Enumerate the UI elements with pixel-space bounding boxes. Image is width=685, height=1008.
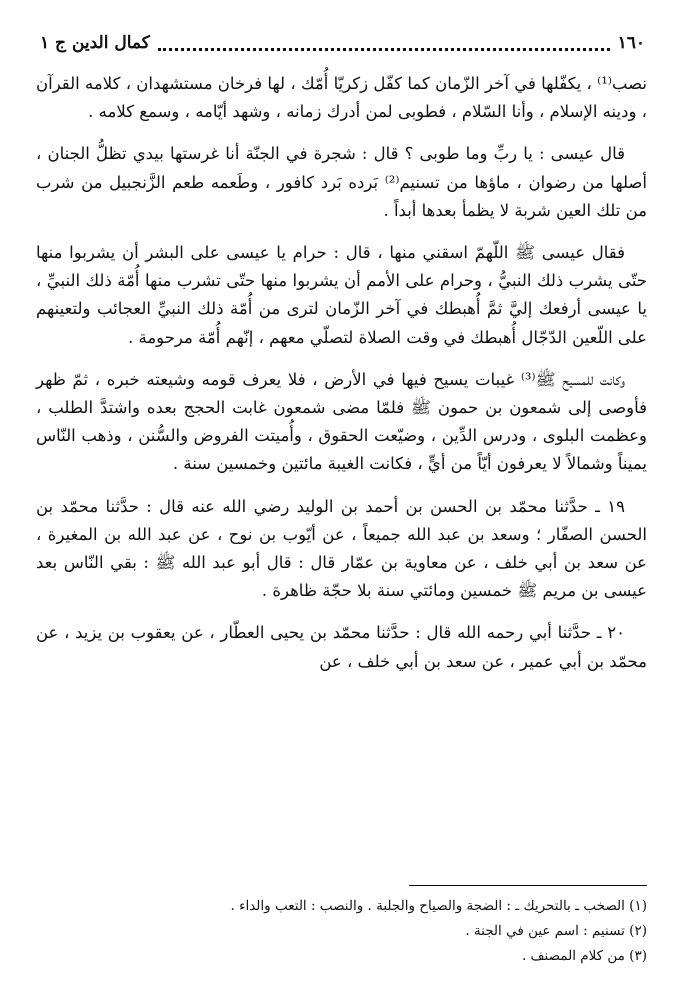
footnotes: [36, 894, 647, 969]
footnote-3: (٣) من كلام المصنف .: [521, 948, 647, 964]
hadith-20: ٢٠ ـ حدَّثنا أبي رحمه الله قال : حدَّثنا محمّد بن يحيى العطّار ، عن يعقوب بن يزيد ، عن محمّد بن أبي عمير ، عن سعد بن أبي خلف ، عن: [36, 623, 647, 671]
page-number: ١٦٠: [617, 33, 645, 53]
paragraph-1: نصب⁽¹⁾ ، يكفّلها في آخر الزّمان كما كفّل زكريّا أُمّك ، لها فرخان مستشهدان ، كلامه القرآن ، ودينه الإسلام ، وأنا السّلام ، فطوبى لمن أدرك زمانه ، وشهد أيّامه ، وسمع كلامه .: [36, 74, 647, 122]
paragraph-4: وكانت للمسيح ﷺ⁽³⁾ غيبات يسيح فيها في الأرض ، فلا يعرف قومه وشيعته خبره ، ثمّ ظهر فأوصى إلى شمعون بن حمون ﷺ فلمّا مضى شمعون غابت الحجج بعده واشتدَّ الطلب ، وعظمت البلوى ، ودرس الدِّين ، وضيّعت الحقوق ، وأُميتت الفروض والسُّنن ، وذهب النّاس يميناً وشمالاً لا يعرفون أيّاً من أيٍّ ، فكانت الغيبة مائتين وخمسين سنة .: [36, 369, 647, 474]
header-dot-leader: [158, 47, 610, 51]
footnote-1: (١) الصخب ـ بالتحريك ـ : الضجة والصياح والجلبة . والنصب : التعب والداء .: [230, 898, 647, 914]
footnote-separator: [409, 885, 647, 886]
page-body: [36, 70, 647, 690]
paragraph-3: فقال عيسى ﷺ اللّهمّ اسقني منها ، قال : حرام يا عيسى على البشر أن يشربوا منها حتّى يشرب ذلك النبيُّ ، وحرام على الأمم أن يشربوا منها حتّى تشرب منها أُمّة ذلك النبيِّ ، يا عيسى أرفعك إليَّ ثمَّ أُهبطك في آخر الزّمان لترى من أُمّة ذلك النبيِّ العجائب ولتعينهم على اللّعين الدّجّال أُهبطك في وقت الصلاة لتصلّي معهم ، إنّهم أُمّة مرحومة .: [36, 243, 647, 347]
book-title: كمال الدين ج ١: [40, 33, 150, 53]
running-header: [40, 28, 645, 58]
hadith-19: ١٩ ـ حدَّثنا محمّد بن الحسن بن أحمد بن الوليد رضي الله عنه قال : حدَّثنا محمّد بن الحسن الصفّار ؛ وسعد بن عبد الله جميعاً ، عن أيّوب بن نوح ، عن عبد الله بن المغيرة ، عن سعد بن أبي خلف ، عن معاوية بن عمّار قال : قال أبو عبد الله ﷺ : بقي النّاس بعد عيسى بن مريم ﷺ خمسين ومائتي سنة بلا حجّة ظاهرة .: [36, 496, 647, 601]
footnote-2: (٢) تسنيم : اسم عين في الجنة .: [465, 923, 647, 939]
paragraph-2: قال عيسى : يا ربِّ وما طوبى ؟ قال : شجرة في الجنّة أنا غرستها بيدي تظلُّ الجنان ، أصلها من رضوان ، ماؤها من تسنيم⁽²⁾ بَرده بَرد كافور ، وطَعمه طعم الزَّنجبيل من شرب من تلك العين شربة لا يظمأ بعدها أبداً .: [36, 144, 647, 220]
